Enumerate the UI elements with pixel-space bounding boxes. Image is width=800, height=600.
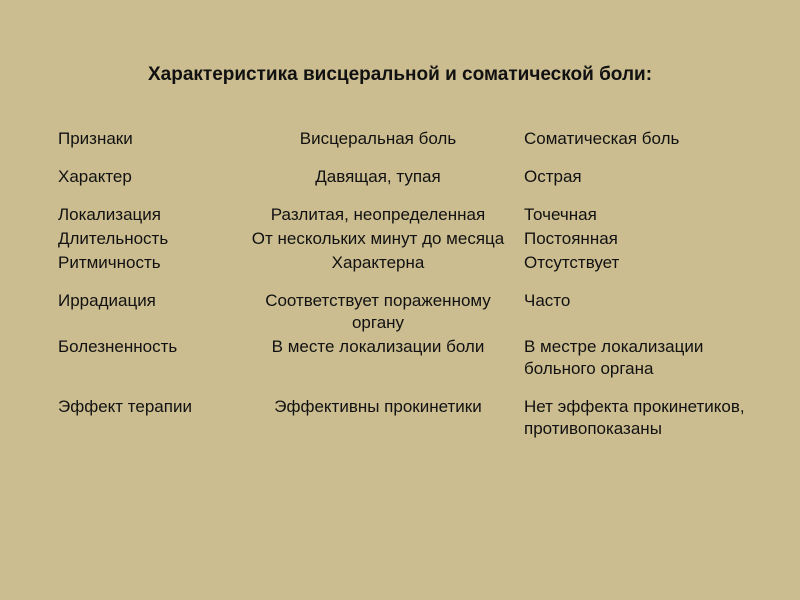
somatic-cell: Постоянная [524,229,618,248]
somatic-cell: Точечная [524,205,597,224]
table-row [58,290,754,336]
row-label: Длительность [58,229,169,248]
row-label: Ритмичность [58,253,161,272]
table-row [58,204,754,228]
table-row [58,228,754,252]
table-row [58,252,754,290]
row-label: Эффект терапии [58,397,192,416]
visceral-cell: Давящая, тупая [315,167,441,186]
visceral-cell: Соответствует пораженному органу [265,291,491,332]
header-cell-visceral: Висцеральная боль [299,129,457,148]
row-label: Характер [58,167,132,186]
somatic-cell: Отсутствует [524,253,620,272]
table-row [58,336,754,396]
table-header-row [58,128,754,166]
row-label: Иррадиация [58,291,156,310]
row-label: Болезненность [58,337,178,356]
visceral-cell: Эффективны прокинетики [274,397,482,416]
row-label: Локализация [58,205,161,224]
table-row [58,166,754,204]
somatic-cell: Нет эффекта прокинетиков, противопоказаны [524,397,745,438]
somatic-cell: Острая [524,167,582,186]
header-cell-feature: Признаки [58,129,133,148]
visceral-cell: Разлитая, неопределенная [270,205,486,224]
slide-title: Характеристика висцеральной и соматической боли: [147,64,653,85]
comparison-table [58,128,754,442]
header-cell-somatic: Соматическая боль [524,129,680,148]
visceral-cell: В месте локализации боли [271,337,485,356]
visceral-cell: Характерна [331,253,425,272]
visceral-cell: От нескольких минут до месяца [251,229,505,248]
somatic-cell: Часто [524,291,571,310]
somatic-cell: В местре локализации больного органа [524,337,704,378]
table-row [58,396,754,442]
